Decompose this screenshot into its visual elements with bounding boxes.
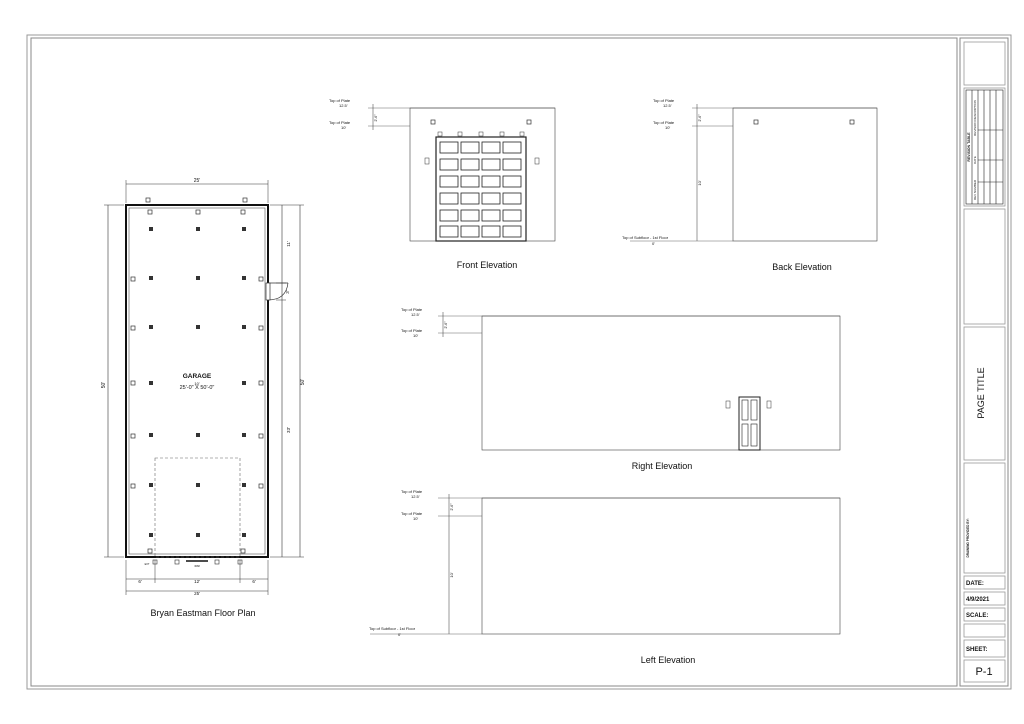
back-plate-top-label: Top of Plate: [653, 98, 675, 103]
front-plate-top-label: Top of Plate: [329, 98, 351, 103]
dim-right: 50': [300, 378, 306, 386]
left-elevation-title: Left Elevation: [640, 655, 696, 665]
sheet-value: P-1: [975, 666, 993, 678]
left-gap: 2'-6": [450, 503, 454, 511]
right-gap: 2'-6": [444, 321, 448, 329]
left-height: 10': [449, 572, 454, 578]
dim-left: 50': [101, 381, 107, 389]
rev-header-2: DATE: [973, 156, 977, 164]
right-plate-value: 10': [413, 333, 419, 338]
front-elevation-title: Front Elevation: [456, 260, 518, 270]
right-elevation: [401, 307, 840, 471]
dim-bottom-right: 6': [252, 579, 256, 584]
logo-box: [964, 42, 1005, 85]
revision-table-title: REVISION TABLE: [967, 132, 971, 162]
room-height: 10': [194, 381, 200, 386]
garage-door-panels: [440, 142, 521, 237]
left-plate-value: 10': [413, 516, 419, 521]
date-value: 4/9/2021: [966, 597, 990, 603]
scale-label: SCALE:: [966, 613, 989, 619]
date-label: DATE:: [966, 581, 984, 587]
left-floor-value: 0': [398, 632, 401, 637]
room-name: GARAGE: [182, 373, 212, 380]
left-plate-label: Top of Plate: [401, 511, 423, 516]
dim-right-upper: 11': [286, 241, 291, 247]
floor-plan: [101, 178, 306, 618]
left-elevation: [369, 489, 840, 665]
door-tag: EXT: [144, 563, 150, 566]
rev-header-1: REV NUMBER: [973, 179, 977, 201]
right-elevation-title: Right Elevation: [631, 461, 693, 471]
drawing-provided-by: DRAWING PROVIDED BY:: [966, 518, 970, 558]
sheet-label: SHEET:: [966, 647, 988, 653]
back-elevation: [622, 98, 877, 272]
drawing-border: [31, 38, 957, 686]
floor-plan-title: Bryan Eastman Floor Plan: [150, 608, 256, 618]
dim-bottom-mid: 12': [194, 579, 200, 584]
room-size: 25'-0" X 50'-0": [179, 385, 215, 391]
dim-top: 25': [193, 178, 201, 184]
dim-bottom-total: 25': [194, 591, 200, 596]
page-title: PAGE TITLE: [976, 367, 986, 419]
back-plate-value: 10': [665, 125, 671, 130]
dim-right-mid: 3': [285, 290, 290, 294]
back-gap: 2'-6": [698, 114, 702, 122]
right-plate-top-value: 12.5': [411, 312, 420, 317]
dim-right-lower: 33': [286, 427, 291, 433]
garage-door-swing: [155, 458, 240, 557]
back-elevation-title: Back Elevation: [772, 262, 832, 272]
right-plate-label: Top of Plate: [401, 328, 423, 333]
front-plate-value: 10': [341, 125, 347, 130]
title-block: [964, 42, 1005, 682]
back-floor-value: 0': [652, 241, 655, 246]
front-plate-top-value: 12.5': [339, 103, 348, 108]
front-plate-label: Top of Plate: [329, 120, 351, 125]
rev-header-3: REVISION DESCRIPTION: [973, 100, 977, 136]
drawing-provided-box: [964, 463, 1005, 573]
back-plate-top-value: 12.5': [663, 103, 672, 108]
front-elevation: [329, 98, 555, 270]
left-floor-label: Top of Subfloor - 1st Floor: [369, 626, 416, 631]
front-gap: 2'-6": [374, 114, 378, 122]
back-height: 10': [697, 180, 702, 186]
back-plate-label: Top of Plate: [653, 120, 675, 125]
left-plate-top-value: 12.5': [411, 494, 420, 499]
dim-bottom-left: 6': [138, 579, 142, 584]
back-floor-label: Top of Subfloor - 1st Floor: [622, 235, 669, 240]
left-plate-top-label: Top of Plate: [401, 489, 423, 494]
right-plate-top-label: Top of Plate: [401, 307, 423, 312]
blank-box: [964, 209, 1005, 324]
door-note: 3068: [194, 565, 200, 568]
